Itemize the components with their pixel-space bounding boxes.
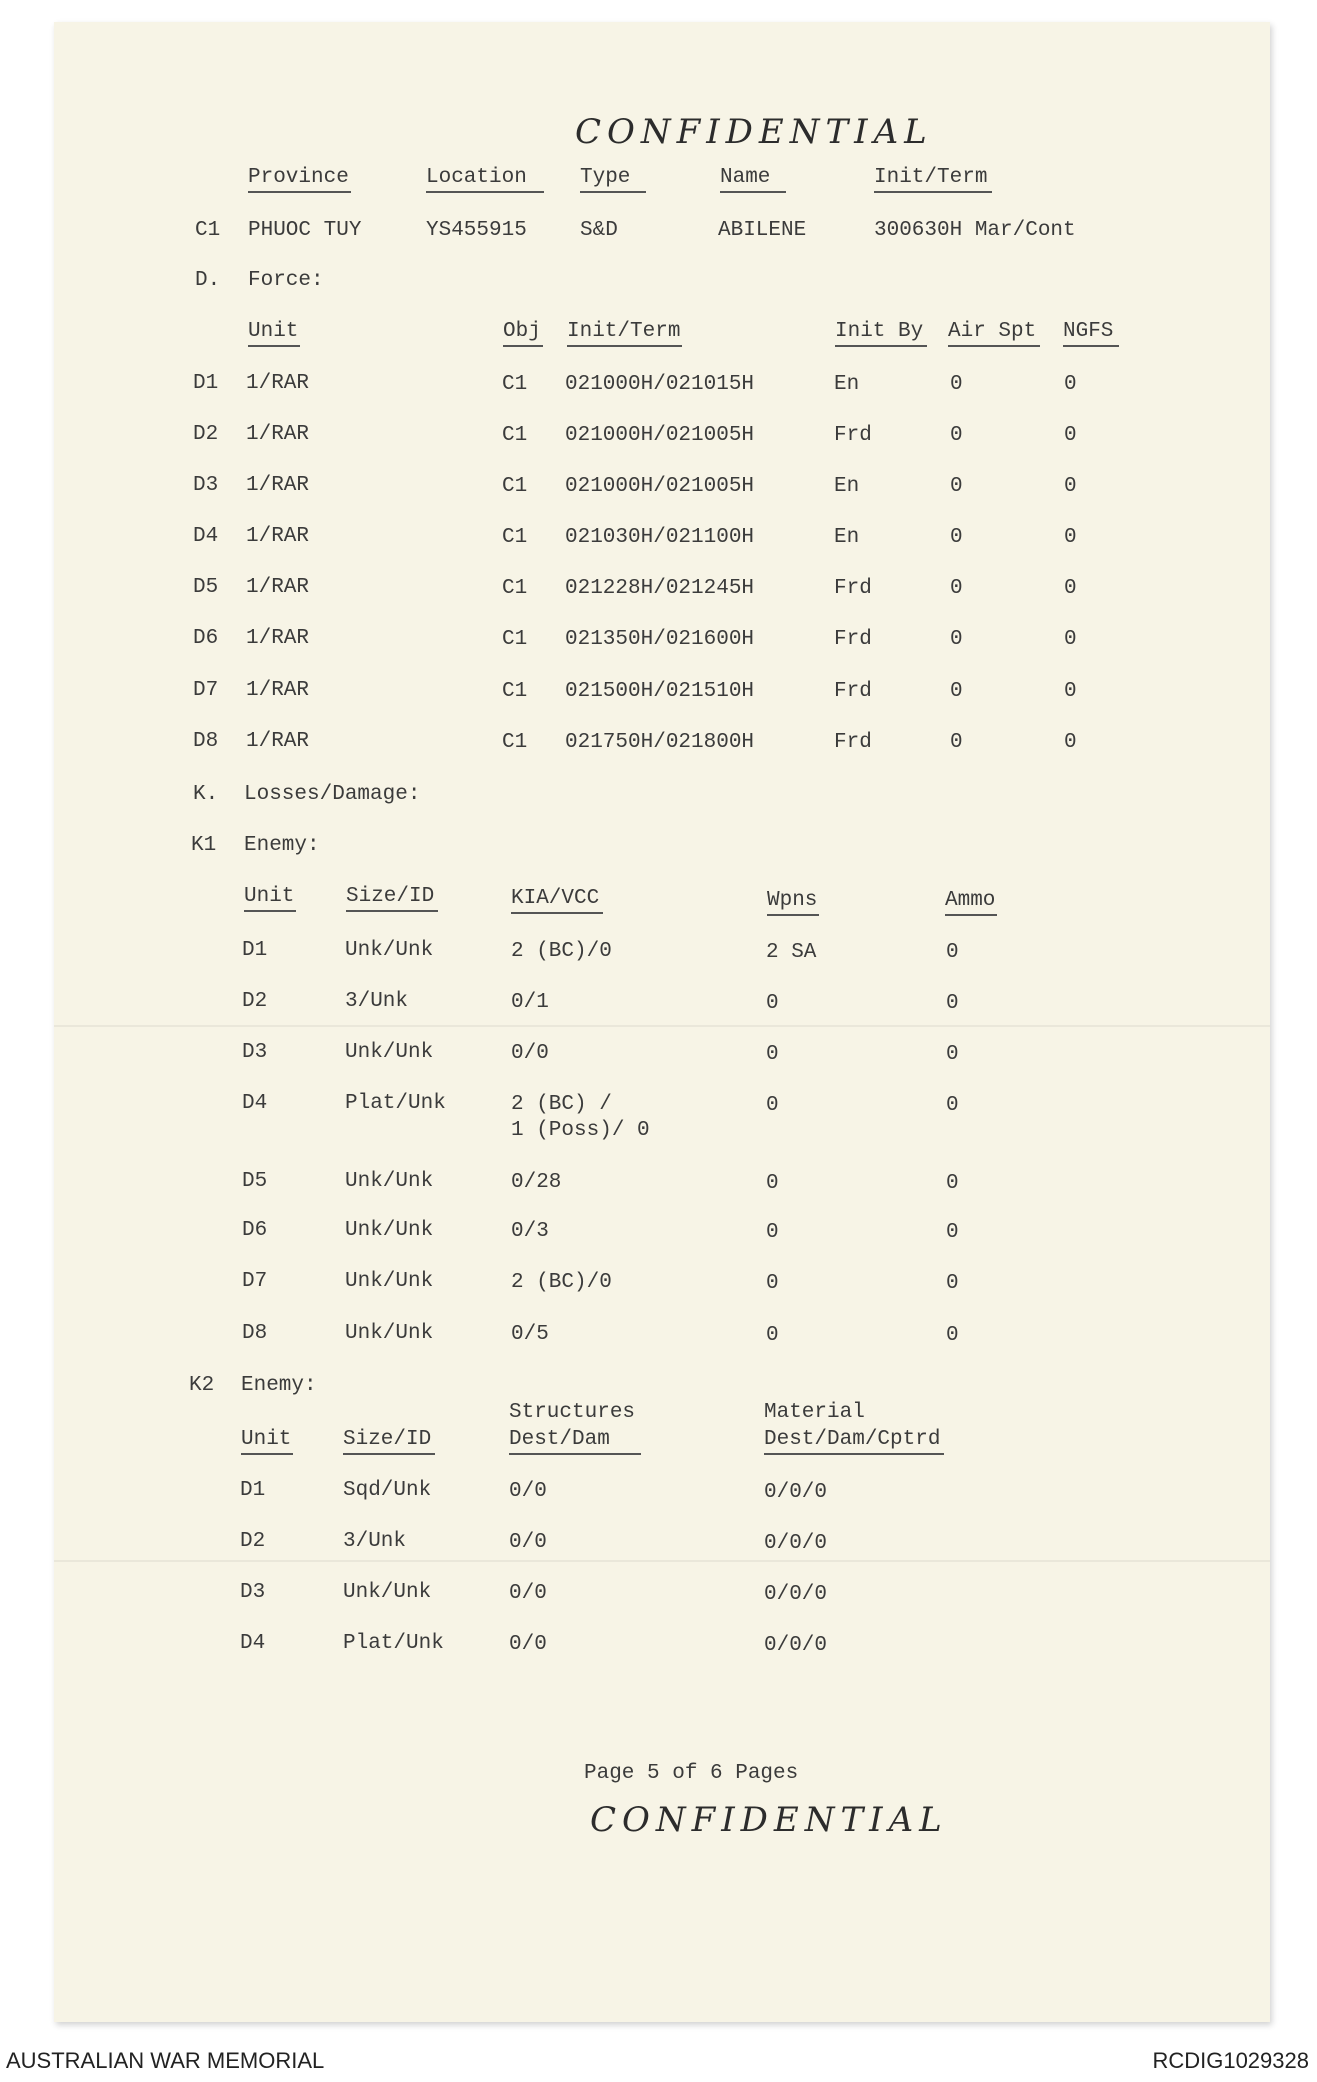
force-row-id: D4 [193,525,219,548]
force-row-unit: 1/RAR [246,730,310,753]
force-row-id: D2 [193,423,219,446]
underline [764,1453,944,1455]
force-row-unit: 1/RAR [246,679,310,702]
k2-row-unit: D3 [240,1581,266,1604]
force-row-unit: 1/RAR [246,474,310,497]
confidential-stamp-bottom: CONFIDENTIAL [590,1800,948,1840]
k1-row-kia-vcc-line2: 1 (Poss)/ 0 [511,1119,650,1142]
k1-row-ammo: 0 [946,1324,959,1347]
k1-row-unit: D8 [242,1322,268,1345]
k1-header-size-id: Size/ID [346,885,435,908]
underline [767,914,819,916]
k1-row-size-id: Unk/Unk [345,939,434,962]
force-row-id: D7 [193,679,219,702]
k1-row-wpns: 0 [766,992,779,1015]
underline [248,191,351,193]
force-row-init-by: En [834,373,860,396]
underline [835,345,927,347]
k1-row-unit: D3 [242,1041,268,1064]
c1-province: PHUOC TUY [248,219,362,242]
force-row-ngfs: 0 [1064,424,1077,447]
force-row-id: D5 [193,576,219,599]
force-header-ngfs: NGFS [1063,320,1114,343]
force-row-obj: C1 [502,526,528,549]
force-row-unit: 1/RAR [246,576,310,599]
footer-id: RCDIG1029328 [1152,2048,1309,2073]
k1-row-size-id: Plat/Unk [345,1092,446,1115]
underline [720,191,786,193]
k1-header-wpns: Wpns [767,889,818,912]
underline [1063,345,1119,347]
section-d-letter: D. [195,269,221,292]
confidential-stamp-top: CONFIDENTIAL [575,112,933,152]
k2-header-material-top: Material [764,1401,865,1424]
force-row-ngfs: 0 [1064,373,1077,396]
underline [343,1453,435,1455]
force-row-obj: C1 [502,680,528,703]
k1-row-unit: D6 [242,1219,268,1242]
k2-row-size-id: Unk/Unk [343,1581,432,1604]
force-row-unit: 1/RAR [246,372,310,395]
force-row-ngfs: 0 [1064,731,1077,754]
underline [426,191,544,193]
k1-row-unit: D5 [242,1170,268,1193]
force-row-air-spt: 0 [950,373,963,396]
force-row-init-term: 021750H/021800H [565,731,755,754]
force-row-ngfs: 0 [1064,577,1077,600]
footer-source: AUSTRALIAN WAR MEMORIAL [6,2048,325,2073]
force-row-unit: 1/RAR [246,423,310,446]
k1-id: K1 [191,834,217,857]
k1-row-ammo: 0 [946,1043,959,1066]
c1-name: ABILENE [718,219,807,242]
c1-location: YS455915 [426,219,527,242]
k1-row-unit: D4 [242,1092,268,1115]
k2-row-size-id: Plat/Unk [343,1632,444,1655]
force-row-obj: C1 [502,628,528,651]
force-row-ngfs: 0 [1064,628,1077,651]
force-row-air-spt: 0 [950,424,963,447]
k1-row-ammo: 0 [946,1094,959,1117]
k2-row-unit: D2 [240,1530,266,1553]
k2-row-material: 0/0/0 [764,1481,828,1504]
force-row-init-by: Frd [834,628,872,651]
force-row-air-spt: 0 [950,731,963,754]
underline [580,191,646,193]
k1-row-size-id: Unk/Unk [345,1219,434,1242]
k2-row-material: 0/0/0 [764,1634,828,1657]
force-row-obj: C1 [502,373,528,396]
k1-row-kia-vcc: 0/0 [511,1042,549,1065]
k1-row-kia-vcc: 2 (BC) / [511,1093,612,1116]
force-row-air-spt: 0 [950,680,963,703]
k1-row-ammo: 0 [946,1221,959,1244]
k1-header-ammo: Ammo [945,889,996,912]
section-d-label: Force: [248,269,324,292]
underline [511,912,603,914]
force-row-init-by: En [834,526,860,549]
force-row-ngfs: 0 [1064,526,1077,549]
k1-row-ammo: 0 [946,941,959,964]
force-row-init-term: 021000H/021005H [565,475,755,498]
c1-init-term: 300630H Mar/Cont [874,219,1076,242]
k2-row-unit: D4 [240,1632,266,1655]
section-k-letter: K. [193,783,219,806]
k1-row-wpns: 0 [766,1094,779,1117]
underline [874,191,992,193]
k1-row-size-id: Unk/Unk [345,1170,434,1193]
k2-header-material: Dest/Dam/Cptrd [764,1428,941,1451]
k1-row-size-id: 3/Unk [345,990,409,1013]
k1-row-ammo: 0 [946,1172,959,1195]
k2-row-structures: 0/0 [509,1633,547,1656]
header-name: Name [720,166,771,189]
underline [244,910,296,912]
k1-row-unit: D7 [242,1270,268,1293]
k1-row-unit: D2 [242,990,268,1013]
force-row-init-term: 021030H/021100H [565,526,755,549]
force-row-init-term: 021350H/021600H [565,628,755,651]
k1-row-wpns: 0 [766,1272,779,1295]
k1-row-kia-vcc: 2 (BC)/0 [511,940,612,963]
underline [948,345,1040,347]
k1-row-wpns: 0 [766,1221,779,1244]
k1-header-kia-vcc: KIA/VCC [511,887,600,910]
underline [346,910,438,912]
k1-row-size-id: Unk/Unk [345,1041,434,1064]
force-row-unit: 1/RAR [246,525,310,548]
k1-header-unit: Unit [244,885,295,908]
k1-row-wpns: 0 [766,1172,779,1195]
underline [509,1453,641,1455]
k2-id: K2 [189,1374,215,1397]
header-init-term: Init/Term [874,166,988,189]
force-header-init-by: Init By [835,320,924,343]
c1-id: C1 [195,219,221,242]
k1-row-size-id: Unk/Unk [345,1270,434,1293]
force-row-init-by: Frd [834,680,872,703]
k2-row-structures: 0/0 [509,1480,547,1503]
force-row-id: D1 [193,372,219,395]
k1-row-wpns: 0 [766,1324,779,1347]
force-row-init-term: 021228H/021245H [565,577,755,600]
force-row-init-term: 021000H/021005H [565,424,755,447]
force-row-init-by: En [834,475,860,498]
force-row-obj: C1 [502,424,528,447]
force-header-air-spt: Air Spt [948,320,1037,343]
k1-row-wpns: 0 [766,1043,779,1066]
k2-header-structures: Dest/Dam [509,1428,610,1451]
force-row-air-spt: 0 [950,577,963,600]
force-row-air-spt: 0 [950,526,963,549]
force-row-init-by: Frd [834,424,872,447]
force-row-id: D3 [193,474,219,497]
k1-row-ammo: 0 [946,1272,959,1295]
k2-row-structures: 0/0 [509,1582,547,1605]
force-row-id: D6 [193,627,219,650]
force-row-ngfs: 0 [1064,475,1077,498]
k1-row-kia-vcc: 0/5 [511,1323,549,1346]
k1-row-kia-vcc: 2 (BC)/0 [511,1271,612,1294]
k2-row-structures: 0/0 [509,1531,547,1554]
k2-row-material: 0/0/0 [764,1532,828,1555]
header-province: Province [248,166,349,189]
k2-row-unit: D1 [240,1479,266,1502]
force-header-init-term: Init/Term [567,320,681,343]
underline [503,345,543,347]
force-row-init-term: 021000H/021015H [565,373,755,396]
k1-label: Enemy: [244,834,320,857]
underline [248,345,300,347]
section-k-label: Losses/Damage: [244,783,421,806]
k1-row-wpns: 2 SA [766,941,817,964]
k2-label: Enemy: [241,1374,317,1397]
k2-header-unit: Unit [241,1428,292,1451]
k1-row-size-id: Unk/Unk [345,1322,434,1345]
underline [241,1453,293,1455]
force-row-unit: 1/RAR [246,627,310,650]
underline [945,914,997,916]
k2-row-material: 0/0/0 [764,1583,828,1606]
force-row-init-by: Frd [834,577,872,600]
force-row-air-spt: 0 [950,628,963,651]
force-row-air-spt: 0 [950,475,963,498]
force-row-init-by: Frd [834,731,872,754]
force-row-init-term: 021500H/021510H [565,680,755,703]
header-location: Location [426,166,527,189]
k1-row-ammo: 0 [946,992,959,1015]
page-number: Page 5 of 6 Pages [584,1762,799,1785]
k2-row-size-id: 3/Unk [343,1530,407,1553]
force-row-obj: C1 [502,475,528,498]
k1-row-kia-vcc: 0/1 [511,991,549,1014]
force-row-ngfs: 0 [1064,680,1077,703]
force-header-obj: Obj [503,320,541,343]
k1-row-unit: D1 [242,939,268,962]
k1-row-kia-vcc: 0/28 [511,1171,562,1194]
k2-row-size-id: Sqd/Unk [343,1479,432,1502]
k2-header-size-id: Size/ID [343,1428,432,1451]
force-row-obj: C1 [502,731,528,754]
k1-row-kia-vcc: 0/3 [511,1220,549,1243]
force-row-obj: C1 [502,577,528,600]
c1-type: S&D [580,219,618,242]
header-type: Type [580,166,631,189]
k2-header-structures-top: Structures [509,1401,636,1424]
force-row-id: D8 [193,730,219,753]
force-header-unit: Unit [248,320,299,343]
underline [567,345,682,347]
